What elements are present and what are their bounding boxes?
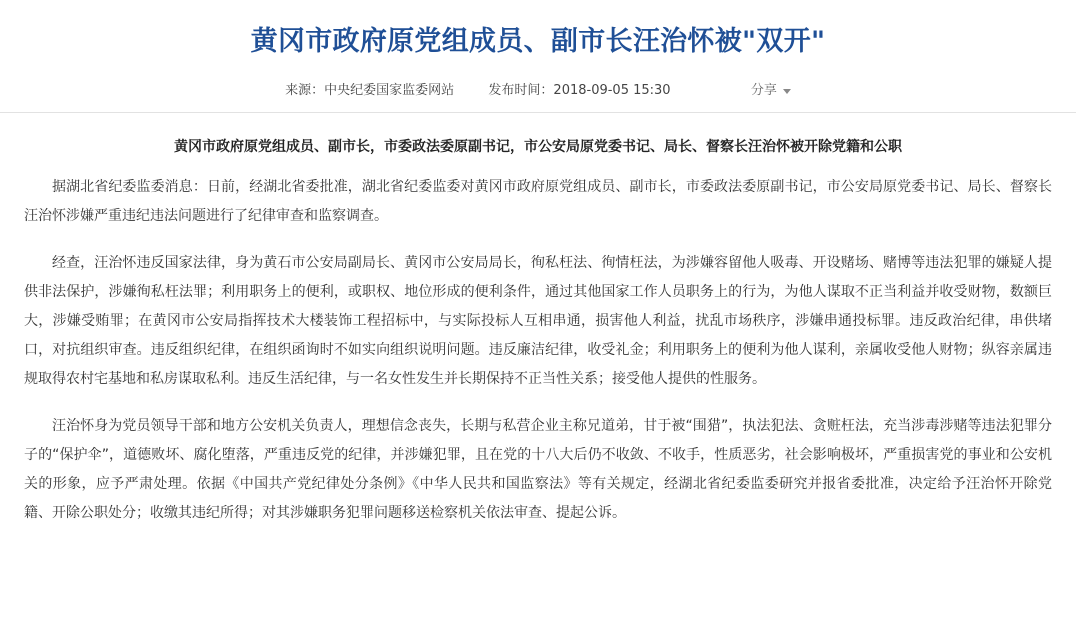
article-paragraph-3: 汪治怀身为党员领导干部和地方公安机关负责人，理想信念丧失，长期与私营企业主称兄道弟，甘于被“围猎”，执法犯法、贪赃枉法，充当涉毒涉赌等违法犯罪分子的“保护伞”，道德败坏、腐化堕落，严重违反党的纪律，并涉嫌犯罪，且在党的十八大后仍不收敛、不收手，性质恶劣，社会影响极坏，严重损害党的事业和公安机关的形象，应予严肃处理。依据《中国共产党纪律处分条例》《中华人民共和国监察法》等有关规定，经湖北省纪委监委研究并报省委批准，决定给予汪治怀开除党籍、开除公职处分；收缴其违纪所得；对其涉嫌职务犯罪问题移送检察机关依法审查、提起公诉。: [24, 418, 1052, 521]
share-button[interactable]: [751, 80, 791, 102]
header-divider: [0, 112, 1076, 113]
article-source: 来源：中央纪委国家监委网站: [285, 83, 455, 98]
share-label: 分享: [750, 83, 777, 98]
article-paragraph-1: 据湖北省纪委监委消息：日前，经湖北省委批准，湖北省纪委监委对黄冈市政府原党组成员、副市长，市委政法委原副书记，市公安局原党委书记、局长、督察长汪治怀涉嫌严重违纪违法问题进行了纪律审查和监察调查。: [24, 179, 1052, 224]
article-paragraph-2: 经查，汪治怀违反国家法律，身为黄石市公安局副局长、黄冈市公安局局长，徇私枉法、徇情枉法，为涉嫌容留他人吸毒、开设赌场、赌博等违法犯罪的嫌疑人提供非法保护，涉嫌徇私枉法罪；利用职务上的便利，或职权、地位形成的便利条件，通过其他国家工作人员职务上的行为，为他人谋取不正当利益并收受财物，数额巨大，涉嫌受贿罪；在黄冈市公安局指挥技术大楼装饰工程招标中，与实际投标人互相串通，损害他人利益，扰乱市场秩序，涉嫌串通投标罪。违反政治纪律，串供堵口，对抗组织审查。违反组织纪律，在组织函询时不如实向组织说明问题。违反廉洁纪律，收受礼金；利用职务上的便利为他人谋利，亲属收受他人财物；纵容亲属违规取得农村宅基地和私房谋取私利。违反生活纪律，与一名女性发生并长期保持不正当性关系；接受他人提供的性服务。: [24, 255, 1052, 387]
article-meta: [24, 80, 1052, 102]
article-subtitle: 黄冈市政府原党组成员、副市长，市委政法委原副书记，市公安局原党委书记、局长、督察长汪治怀被开除党籍和公职: [174, 139, 902, 155]
chevron-down-icon: [783, 89, 791, 94]
article-publish-time: 发布时间：2018-09-05 15:30: [488, 83, 671, 98]
article-title: 黄冈市政府原党组成员、副市长汪治怀被"双开": [250, 26, 826, 57]
